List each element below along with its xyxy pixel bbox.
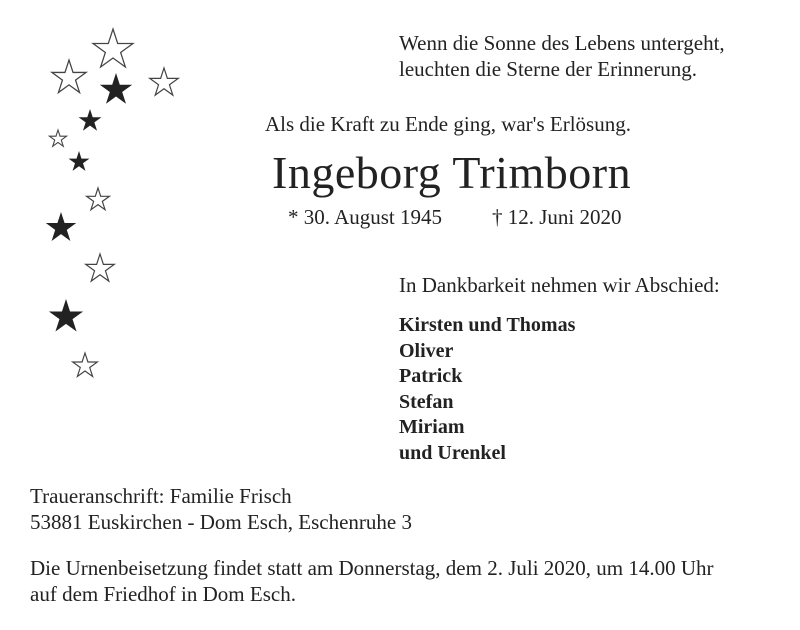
- poem-line: leuchten die Sterne der Erinnerung.: [399, 57, 697, 81]
- poem-line: Wenn die Sonne des Lebens untergeht,: [399, 31, 725, 55]
- star-outline-icon: [52, 60, 86, 93]
- mourner: Stefan: [399, 390, 454, 413]
- address-line: 53881 Euskirchen - Dom Esch, Eschenruhe 3: [30, 510, 412, 534]
- birth-date: * 30. August 1945: [288, 205, 443, 229]
- mourning-address: [30, 483, 412, 535]
- star-filled-icon: [46, 212, 76, 241]
- star-filled-icon: [79, 109, 102, 131]
- star-filled-icon: [49, 299, 83, 332]
- star-outline-icon: [93, 29, 133, 67]
- burial-notice: [30, 555, 714, 607]
- mourner: Oliver: [399, 339, 454, 362]
- burial-line: auf dem Friedhof in Dom Esch.: [30, 582, 296, 606]
- star-filled-icon: [100, 73, 132, 104]
- death-date: † 12. Juni 2020: [492, 205, 622, 229]
- star-outline-icon: [87, 188, 110, 210]
- star-outline-icon: [150, 68, 179, 95]
- star-filled-icon: [69, 151, 90, 171]
- mourner: Patrick: [399, 365, 463, 388]
- mourners-list: [399, 313, 575, 467]
- mourner: Miriam: [399, 416, 465, 439]
- star-outline-icon: [86, 254, 115, 281]
- thanks-line: In Dankbarkeit nehmen wir Abschied:: [399, 273, 720, 297]
- motto: Als die Kraft zu Ende ging, war's Erlösung.: [265, 112, 631, 136]
- mourner: Kirsten und Thomas: [399, 314, 576, 336]
- mourner: und Urenkel: [399, 441, 506, 464]
- burial-line: Die Urnenbeisetzung findet statt am Donnerstag, dem 2. Juli 2020, um 14.00 Uhr: [30, 556, 714, 580]
- star-outline-icon: [73, 353, 98, 377]
- poem: [399, 30, 725, 82]
- deceased-name: Ingeborg Trimborn: [272, 147, 632, 198]
- star-outline-icon: [49, 130, 66, 146]
- address-line: Traueranschrift: Familie Frisch: [30, 484, 292, 508]
